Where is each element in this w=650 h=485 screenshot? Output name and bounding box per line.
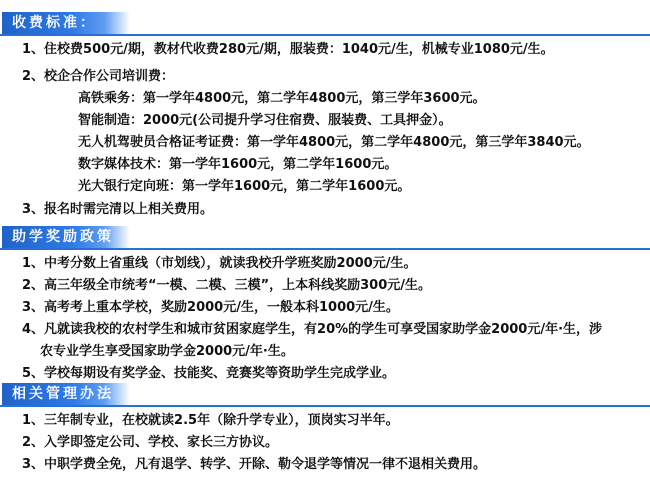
section-header-management [2, 383, 130, 405]
fees-line-railway: 高铁乘务：第一学年4800元，第二学年4800元，第三学年3600元。 [78, 91, 486, 106]
section-rule-fees [0, 34, 650, 36]
section-header-fees [2, 12, 130, 34]
fees-line-2: 2、校企合作公司培训费： [22, 69, 175, 84]
aid-line-3: 3、高考考上重本学校，奖励2000元/生，一般本科1000元/生。 [22, 300, 399, 315]
aid-line-4: 4、凡就读我校的农村学生和城市贫困家庭学生，有20%的学生可享受国家助学金2000元/年·生，涉 [22, 322, 603, 337]
section-title-fees: 收费标准： [12, 15, 97, 31]
fees-line-manufacturing: 智能制造：2000元(公司提升学习住宿费、服装费、工具押金）。 [78, 113, 452, 128]
management-line-1: 1、三年制专业，在校就读2.5年（除升学专业），顶岗实习半年。 [22, 413, 399, 428]
section-title-aid: 助学奖励政策 [12, 229, 114, 245]
aid-line-1: 1、中考分数上省重线（市划线），就读我校升学班奖励2000元/生。 [22, 256, 417, 271]
management-line-3: 3、中职学费全免，凡有退学、转学、开除、勒令退学等情况一律不退相关费用。 [22, 457, 487, 472]
aid-line-5: 5、学校每期设有奖学金、技能奖、竞赛奖等资助学生完成学业。 [22, 366, 396, 381]
section-rule-aid [0, 248, 650, 250]
management-line-2: 2、入学即签定公司、学校、家长三方协议。 [22, 435, 279, 450]
fees-line-bank-class: 光大银行定向班：第一学年1600元，第二学年1600元。 [78, 179, 411, 194]
aid-line-4-cont: 农专业学生享受国家助学金2000元/年·生。 [40, 344, 294, 359]
fees-line-3: 3、报名时需完清以上相关费用。 [22, 202, 214, 217]
fees-line-digital-media: 数字媒体技术：第一学年1600元，第二学年1600元。 [78, 157, 398, 172]
section-header-aid [2, 226, 130, 248]
fees-line-drone: 无人机驾驶员合格证考证费：第一学年4800元，第二学年4800元，第三学年3840元。 [78, 135, 590, 150]
aid-line-2: 2、高三年级全市统考“一模、二模、三模”，上本科线奖励300元/生。 [22, 278, 432, 293]
section-rule-management [0, 405, 650, 407]
fees-line-1: 1、住校费500元/期，教材代收费280元/期，服装费：1040元/生，机械专业1080元/生。 [22, 42, 554, 57]
section-title-management: 相关管理办法 [12, 386, 114, 402]
